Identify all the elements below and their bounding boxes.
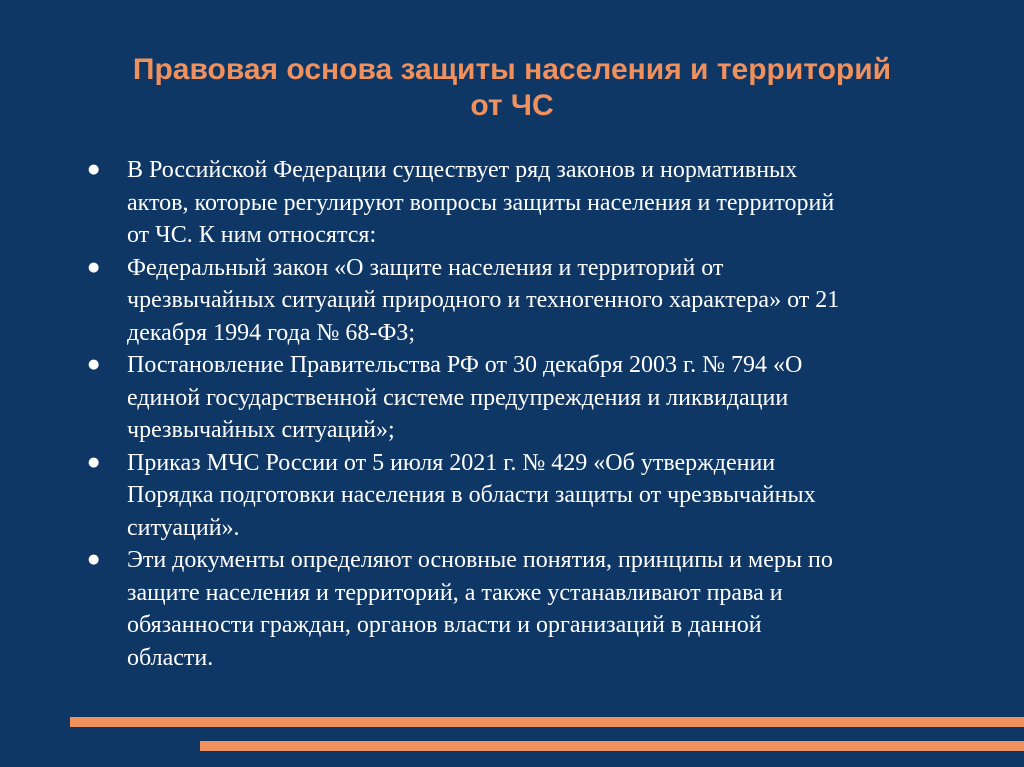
bullet-dot-icon: ●: [88, 552, 100, 567]
bullet-line: Федеральный закон «О защите населения и территорий от: [127, 254, 724, 281]
bullet-line: Порядка подготовки населения в области защиты от чрезвычайных: [127, 482, 816, 508]
bullet-list: [86, 154, 986, 674]
decorative-accent-bar-top: [70, 717, 1024, 727]
bullet-item: [86, 544, 986, 674]
bullet-line: защите населения и территорий, а также устанавливают права и: [127, 579, 783, 606]
bullet-line: Эти документы определяют основные понятия, принципы и меры по: [127, 547, 833, 573]
bullet-dot-icon: ●: [88, 454, 100, 470]
bullet-item: [86, 447, 986, 545]
bullet-line: В Российской Федерации существует ряд законов и нормативных: [127, 157, 798, 183]
bullet-line: единой государственной системе предупреждения и ликвидации: [127, 384, 789, 411]
bullet-line: от ЧС. К ним относятся:: [127, 222, 377, 248]
bullet-line: чрезвычайных ситуаций природного и техногенного характера» от 21: [127, 287, 840, 313]
bullet-line: Приказ МЧС России от 5 июля 2021 г. № 429 «Об утверждении: [127, 449, 776, 476]
slide-title: [70, 52, 954, 124]
bullet-line: области.: [127, 644, 214, 671]
bullet-dot-icon: ●: [88, 259, 100, 275]
decorative-accent-bar-bottom: [200, 741, 1024, 751]
bullet-dot-icon: ●: [88, 162, 100, 177]
bullet-item: [86, 349, 986, 447]
bullet-line: чрезвычайных ситуаций»;: [127, 417, 395, 443]
bullet-line: ситуаций».: [127, 514, 240, 541]
slide-title-line-2: от ЧС: [470, 89, 554, 122]
bullet-dot-icon: ●: [88, 357, 100, 372]
bullet-item: [86, 252, 986, 350]
bullet-line: актов, которые регулируют вопросы защиты населения и территорий: [127, 189, 835, 216]
bullet-line: декабря 1994 года № 68-ФЗ;: [127, 319, 416, 346]
bullet-line: Постановление Правительства РФ от 30 декабря 2003 г. № 794 «О: [127, 352, 803, 378]
bullet-line: обязанности граждан, органов власти и организаций в данной: [127, 612, 762, 638]
bullet-item: [86, 154, 986, 252]
slide-title-line-1: Правовая основа защиты населения и территорий: [132, 53, 892, 86]
